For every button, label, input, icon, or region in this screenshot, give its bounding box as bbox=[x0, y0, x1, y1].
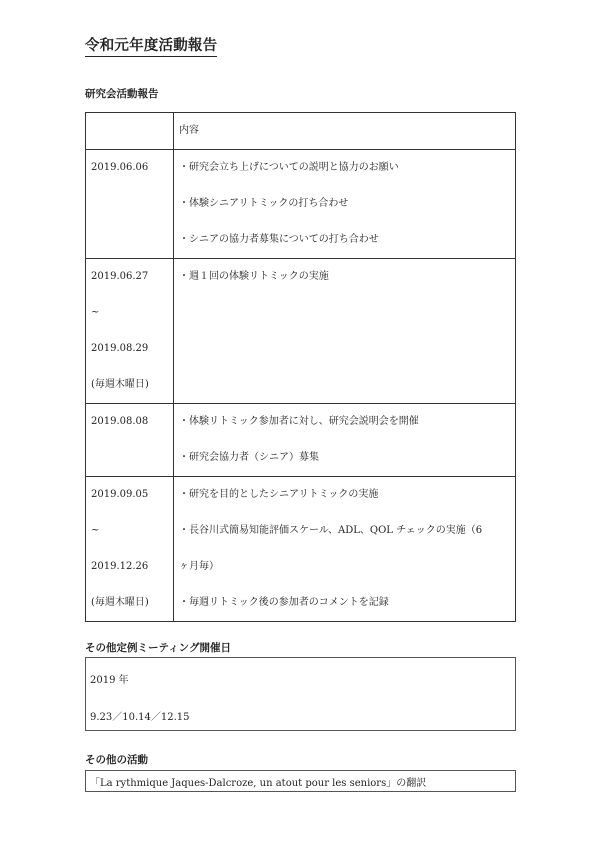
content-cell bbox=[174, 150, 516, 259]
date-cell bbox=[86, 259, 174, 404]
content-line: ・毎週リトミック後の参加者のコメントを記録 bbox=[179, 597, 389, 608]
date-line: (毎週木曜日) bbox=[91, 597, 149, 608]
other-section-heading: その他の活動 bbox=[85, 754, 148, 766]
content-line: ヶ月毎） bbox=[179, 561, 219, 572]
table-header-row bbox=[86, 113, 516, 150]
meeting-year: 2019 年 bbox=[90, 675, 129, 686]
table-row bbox=[86, 150, 516, 259]
date-line: 2019.06.27 bbox=[91, 271, 149, 282]
table-row bbox=[86, 477, 516, 622]
content-line: ・研究を目的としたシニアリトミックの実施 bbox=[179, 489, 379, 500]
content-line: ・体験リトミック参加者に対し、研究会説明会を開催 bbox=[179, 416, 419, 427]
header-content-label: 内容 bbox=[179, 125, 199, 136]
meeting-section-heading: その他定例ミーティング開催日 bbox=[85, 642, 231, 654]
other-activities-box bbox=[85, 770, 516, 792]
meeting-dates-box bbox=[85, 657, 516, 731]
content-line: ・体験シニアリトミックの打ち合わせ bbox=[179, 198, 349, 209]
date-line: 2019.08.29 bbox=[91, 343, 149, 354]
content-cell bbox=[174, 259, 516, 404]
content-line: ・シニアの協力者募集についての打ち合わせ bbox=[179, 234, 379, 245]
content-cell bbox=[174, 404, 516, 477]
date-cell bbox=[86, 150, 174, 259]
date-line: 2019.09.05 bbox=[91, 489, 149, 500]
activity-report-table bbox=[85, 112, 516, 622]
date-line: ~ bbox=[91, 307, 100, 318]
date-cell bbox=[86, 404, 174, 477]
date-line: 2019.08.08 bbox=[91, 416, 149, 427]
other-activity-text: 「La rythmique Jaques-Dalcroze, un atout pour les seniors」の翻訳 bbox=[90, 778, 427, 789]
header-content-cell bbox=[174, 113, 516, 150]
table-row bbox=[86, 259, 516, 404]
research-section-heading: 研究会活動報告 bbox=[85, 88, 159, 100]
meeting-dates: 9.23／10.14／12.15 bbox=[90, 712, 190, 723]
content-line: ・長谷川式簡易知能評価スケール、ADL、QOL チェックの実施（6 bbox=[179, 525, 483, 536]
date-line: 2019.06.06 bbox=[91, 162, 149, 173]
date-line: (毎週木曜日) bbox=[91, 379, 149, 390]
header-date-cell bbox=[86, 113, 174, 150]
header-date-label bbox=[91, 113, 173, 149]
date-line: 2019.12.26 bbox=[91, 561, 149, 572]
date-line: ~ bbox=[91, 525, 100, 536]
table-row bbox=[86, 404, 516, 477]
content-line: ・週１回の体験リトミックの実施 bbox=[179, 271, 329, 282]
content-line: ・研究会協力者（シニア）募集 bbox=[179, 452, 319, 463]
content-line: ・研究会立ち上げについての説明と協力のお願い bbox=[179, 162, 399, 173]
page-title: 令和元年度活動報告 bbox=[85, 36, 217, 57]
content-cell bbox=[174, 477, 516, 622]
date-cell bbox=[86, 477, 174, 622]
